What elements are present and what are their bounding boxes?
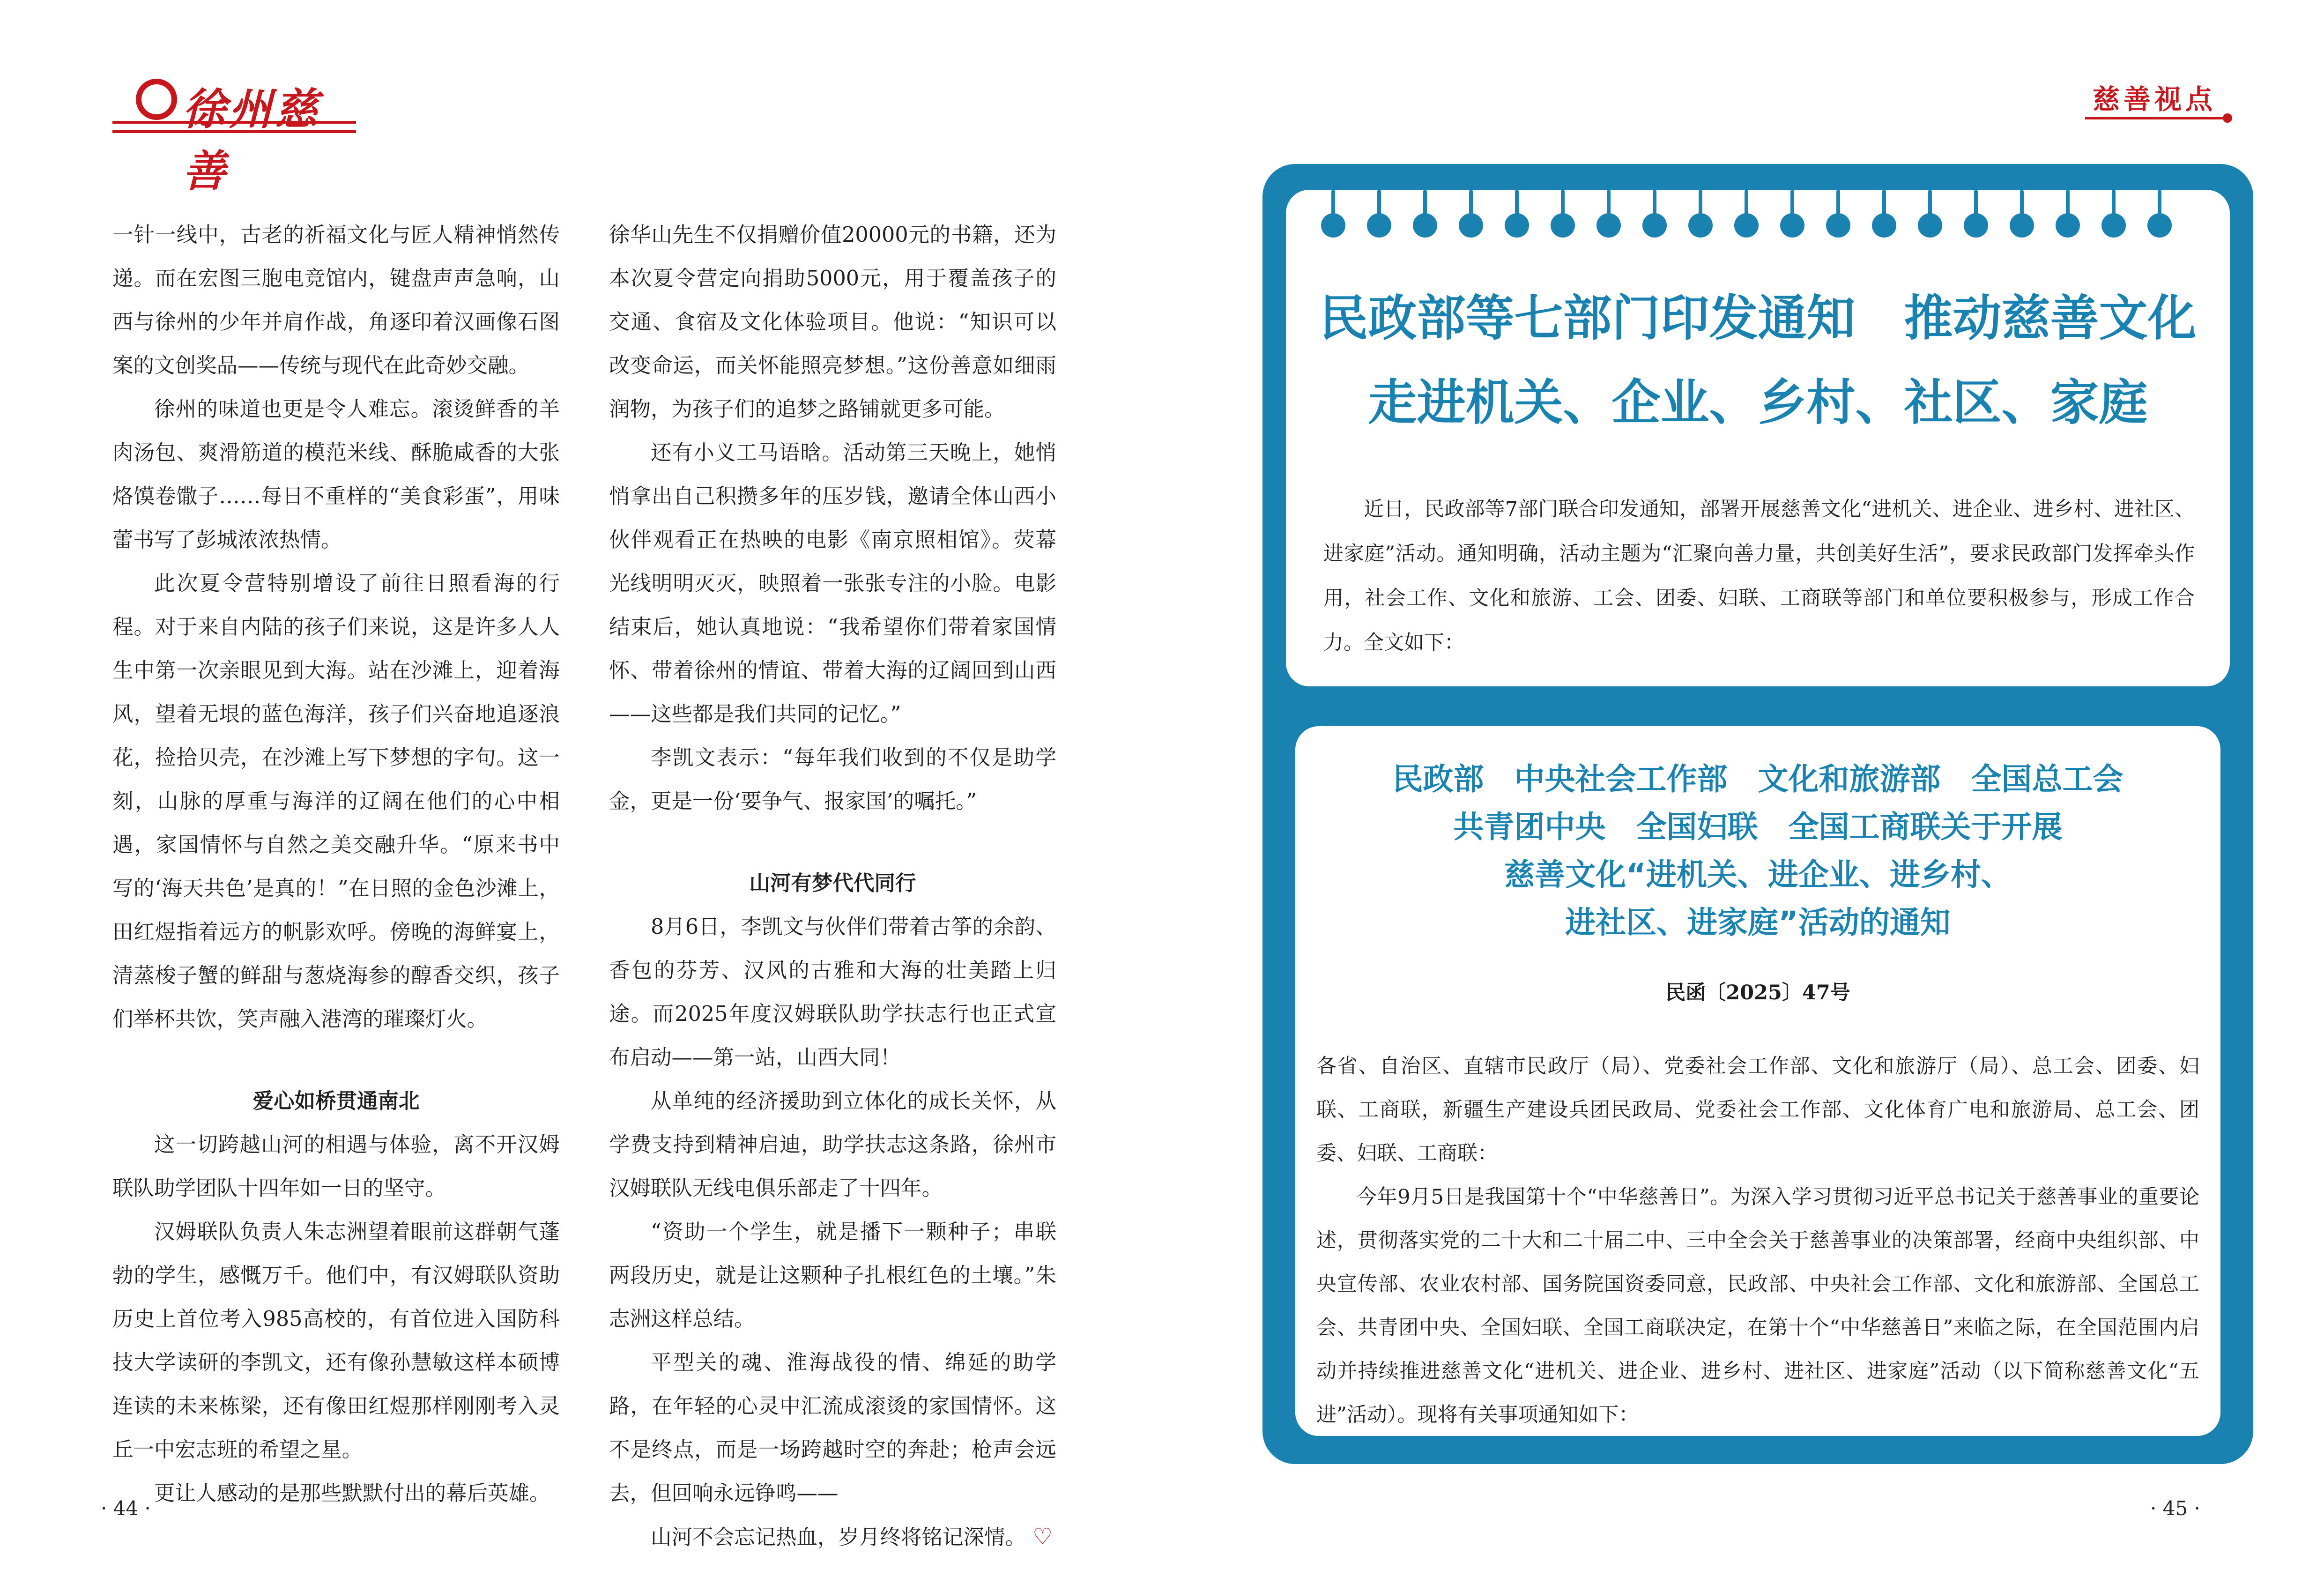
addressee: 各省、自治区、直辖市民政厅（局）、党委社会工作部、文化和旅游厅（局）、总工会、团委、妇联、工商联，新疆生产建设兵团民政局、党委社会工作部、文化体育广电和旅游局、总工会、团委、妇联、工商联：: [1316, 1055, 2199, 1165]
logo-text: 徐州慈善: [183, 84, 321, 196]
binder-ring-icon: [1551, 213, 1575, 238]
page-number-right: · 45 ·: [2150, 1497, 2200, 1520]
heart-icon: ♡: [1032, 1524, 1053, 1550]
paragraph: 从单纯的经济援助到立体化的成长关怀，从学费支持到精神启迪，助学扶志这条路，徐州市汉姆联队无线电俱乐部走了十四年。: [609, 1089, 1056, 1200]
binder-ring-icon: [1596, 213, 1621, 238]
section-label: 慈善视点: [2092, 83, 2216, 115]
paragraph: 此次夏令营特别增设了前往日照看海的行程。对于来自内陆的孩子们来说，这是许多人人生中第一次亲眼见到大海。站在沙滩上，迎着海风，望着无垠的蓝色海洋，孩子们兴奋地追逐浪花，捡拾贝壳，在沙滩上写下梦想的字句。这一刻，山脉的厚重与海洋的辽阔在他们的心中相遇，家国情怀与自然之美交融升华。“原来书中写的‘海天共色’是真的！”在日照的金色沙滩上，田红煜指着远方的帆影欢呼。傍晚的海鲜宴上，清蒸梭子蟹的鲜甜与葱烧海参的醇香交织，孩子们举杯共饮，笑声融入港湾的璀璨灯火。: [112, 572, 560, 1031]
logo-underline: [112, 121, 356, 133]
paragraph: 更让人感动的是那些默默付出的幕后英雄。: [154, 1481, 550, 1505]
intro-paragraph: 近日，民政部等7部门联合印发通知，部署开展慈善文化“进机关、进企业、进乡村、进社区、进家庭”活动。通知明确，活动主题为“汇聚向善力量，共创美好生活”，要求民政部门发挥牵头作用，社会工作、文化和旅游、工会、团委、妇联、工商联等部门和单位要积极参与，形成工作合力。全文如下：: [1323, 498, 2195, 655]
document-number: 民函〔2025〕47号: [1665, 981, 1850, 1004]
binder-ring-icon: [1367, 213, 1391, 238]
binder-ring-icon: [1321, 213, 1345, 238]
binder-ring-icon: [1413, 213, 1437, 238]
subheading: 爱心如桥贯通南北: [252, 1089, 420, 1113]
binder-ring-icon: [2056, 213, 2080, 238]
paragraph: 平型关的魂、淮海战役的情、绵延的助学路，在年轻的心灵中汇流成滚烫的家国情怀。这不是终点，而是一场跨越时空的奔赴；枪声会远去，但回响永远铮鸣——: [609, 1351, 1056, 1505]
binder-ring-icon: [1734, 213, 1759, 238]
paragraph: 一针一线中，古老的祈福文化与匠人精神悄然传递。而在宏图三胞电竞馆内，键盘声声急响，山西与徐州的少年并肩作战，角逐印着汉画像石图案的文创奖品——传统与现代在此奇妙交融。: [112, 223, 560, 378]
notice-title-line: 慈善文化“进机关、进企业、进乡村、: [1504, 857, 2012, 893]
charity-logo-icon: [136, 79, 177, 120]
binder-ring-icon: [2010, 213, 2034, 238]
paragraph: 徐华山先生不仅捐赠价值20000元的书籍，还为本次夏令营定向捐助5000元，用于覆盖孩子的交通、食宿及文化体验项目。他说：“知识可以改变命运，而关怀能照亮梦想。”这份善意如细雨润物，为孩子们的追梦之路铺就更多可能。: [609, 223, 1056, 421]
binder-ring-icon: [1505, 213, 1529, 238]
article-column-1: [112, 213, 560, 1515]
paragraph: “资助一个学生，就是播下一颗种子；串联两段历史，就是让这颗种子扎根红色的土壤。”朱志洲这样总结。: [609, 1220, 1056, 1331]
binder-ring-icon: [2147, 213, 2172, 238]
binder-ring-icon: [1459, 213, 1483, 238]
article-column-2: [609, 213, 1056, 1559]
binder-ring-icon: [1780, 213, 1804, 238]
section-divider: [2085, 117, 2226, 119]
closing-paragraph: [609, 1515, 1056, 1559]
paragraph: 这一切跨越山河的相遇与体验，离不开汉姆联队助学团队十四年如一日的坚守。: [112, 1133, 560, 1200]
paragraph: 还有小义工马语晗。活动第三天晚上，她悄悄拿出自己积攒多年的压岁钱，邀请全体山西小伙伴观看正在热映的电影《南京照相馆》。荧幕光线明明灭灭，映照着一张张专注的小脸。电影结束后，她认真地说：“我希望你们带着家国情怀、带着徐州的情谊、带着大海的辽阔回到山西——这些都是我们共同的记忆。”: [609, 441, 1056, 726]
paragraph: 8月6日，李凯文与伙伴们带着古筝的余韵、香包的芬芳、汉风的古雅和大海的壮美踏上归途。而2025年度汉姆联队助学扶志行也正式宣布启动——第一站，山西大同！: [609, 915, 1056, 1070]
headline-line-1: 民政部等七部门印发通知 推动慈善文化: [1319, 290, 2197, 347]
binder-ring-icon: [2101, 213, 2126, 238]
subheading: 山河有梦代代同行: [749, 871, 916, 895]
notice-body: [1316, 1045, 2199, 1437]
section-dot: [2223, 113, 2232, 123]
binder-ring-icon: [1918, 213, 1942, 238]
binder-ring-icon: [1642, 213, 1667, 238]
paragraph: 今年9月5日是我国第十个“中华慈善日”。为深入学习贯彻习近平总书记关于慈善事业的重要论述，贯彻落实党的二十大和二十届二中、三中全会关于慈善事业的决策部署，经商中央组织部、中央宣传部、农业农村部、国务院国资委同意，民政部、中央社会工作部、文化和旅游部、全国总工会、共青团中央、全国妇联、全国工商联决定，在第十个“中华慈善日”来临之际，在全国范围内启动并持续推进慈善文化“进机关、进企业、进乡村、进社区、进家庭”活动（以下简称慈善文化“五进”活动）。现将有关事项通知如下：: [1316, 1185, 2199, 1427]
binder-rings: [1286, 213, 2230, 241]
page-number-left: · 44 ·: [101, 1497, 151, 1520]
paragraph: 汉姆联队负责人朱志洲望着眼前这群朝气蓬勃的学生，感慨万千。他们中，有汉姆联队资助历史上首位考入985高校的，有首位进入国防科技大学读研的李凯文，还有像孙慧敏这样本硕博连读的未来栋梁，还有像田红煜那样刚刚考入灵丘一中宏志班的希望之星。: [112, 1220, 560, 1462]
magazine-logo: [112, 70, 356, 196]
paragraph: 李凯文表示：“每年我们收到的不仅是助学金，更是一份‘要争气、报家国’的嘱托。”: [609, 746, 1056, 813]
notice-title-line: 共青团中央 全国妇联 全国工商联关于开展: [1453, 810, 2063, 845]
binder-ring-icon: [1964, 213, 1988, 238]
headline-line-2: 走进机关、企业、乡村、社区、家庭: [1368, 374, 2148, 431]
paragraph: 徐州的味道也更是令人难忘。滚烫鲜香的羊肉汤包、爽滑筋道的模范米线、酥脆咸香的大张烙馍卷馓子……每日不重样的“美食彩蛋”，用味蕾书写了彭城浓浓热情。: [112, 397, 560, 552]
binder-ring-icon: [1688, 213, 1713, 238]
closing-text: 山河不会忘记热血，岁月终将铭记深情。: [651, 1525, 1026, 1549]
notice-title-line: 民政部 中央社会工作部 文化和旅游部 全国总工会: [1392, 762, 2124, 797]
binder-ring-icon: [1872, 213, 1896, 238]
binder-ring-icon: [1826, 213, 1850, 238]
notice-title-line: 进社区、进家庭”活动的通知: [1565, 905, 1951, 940]
